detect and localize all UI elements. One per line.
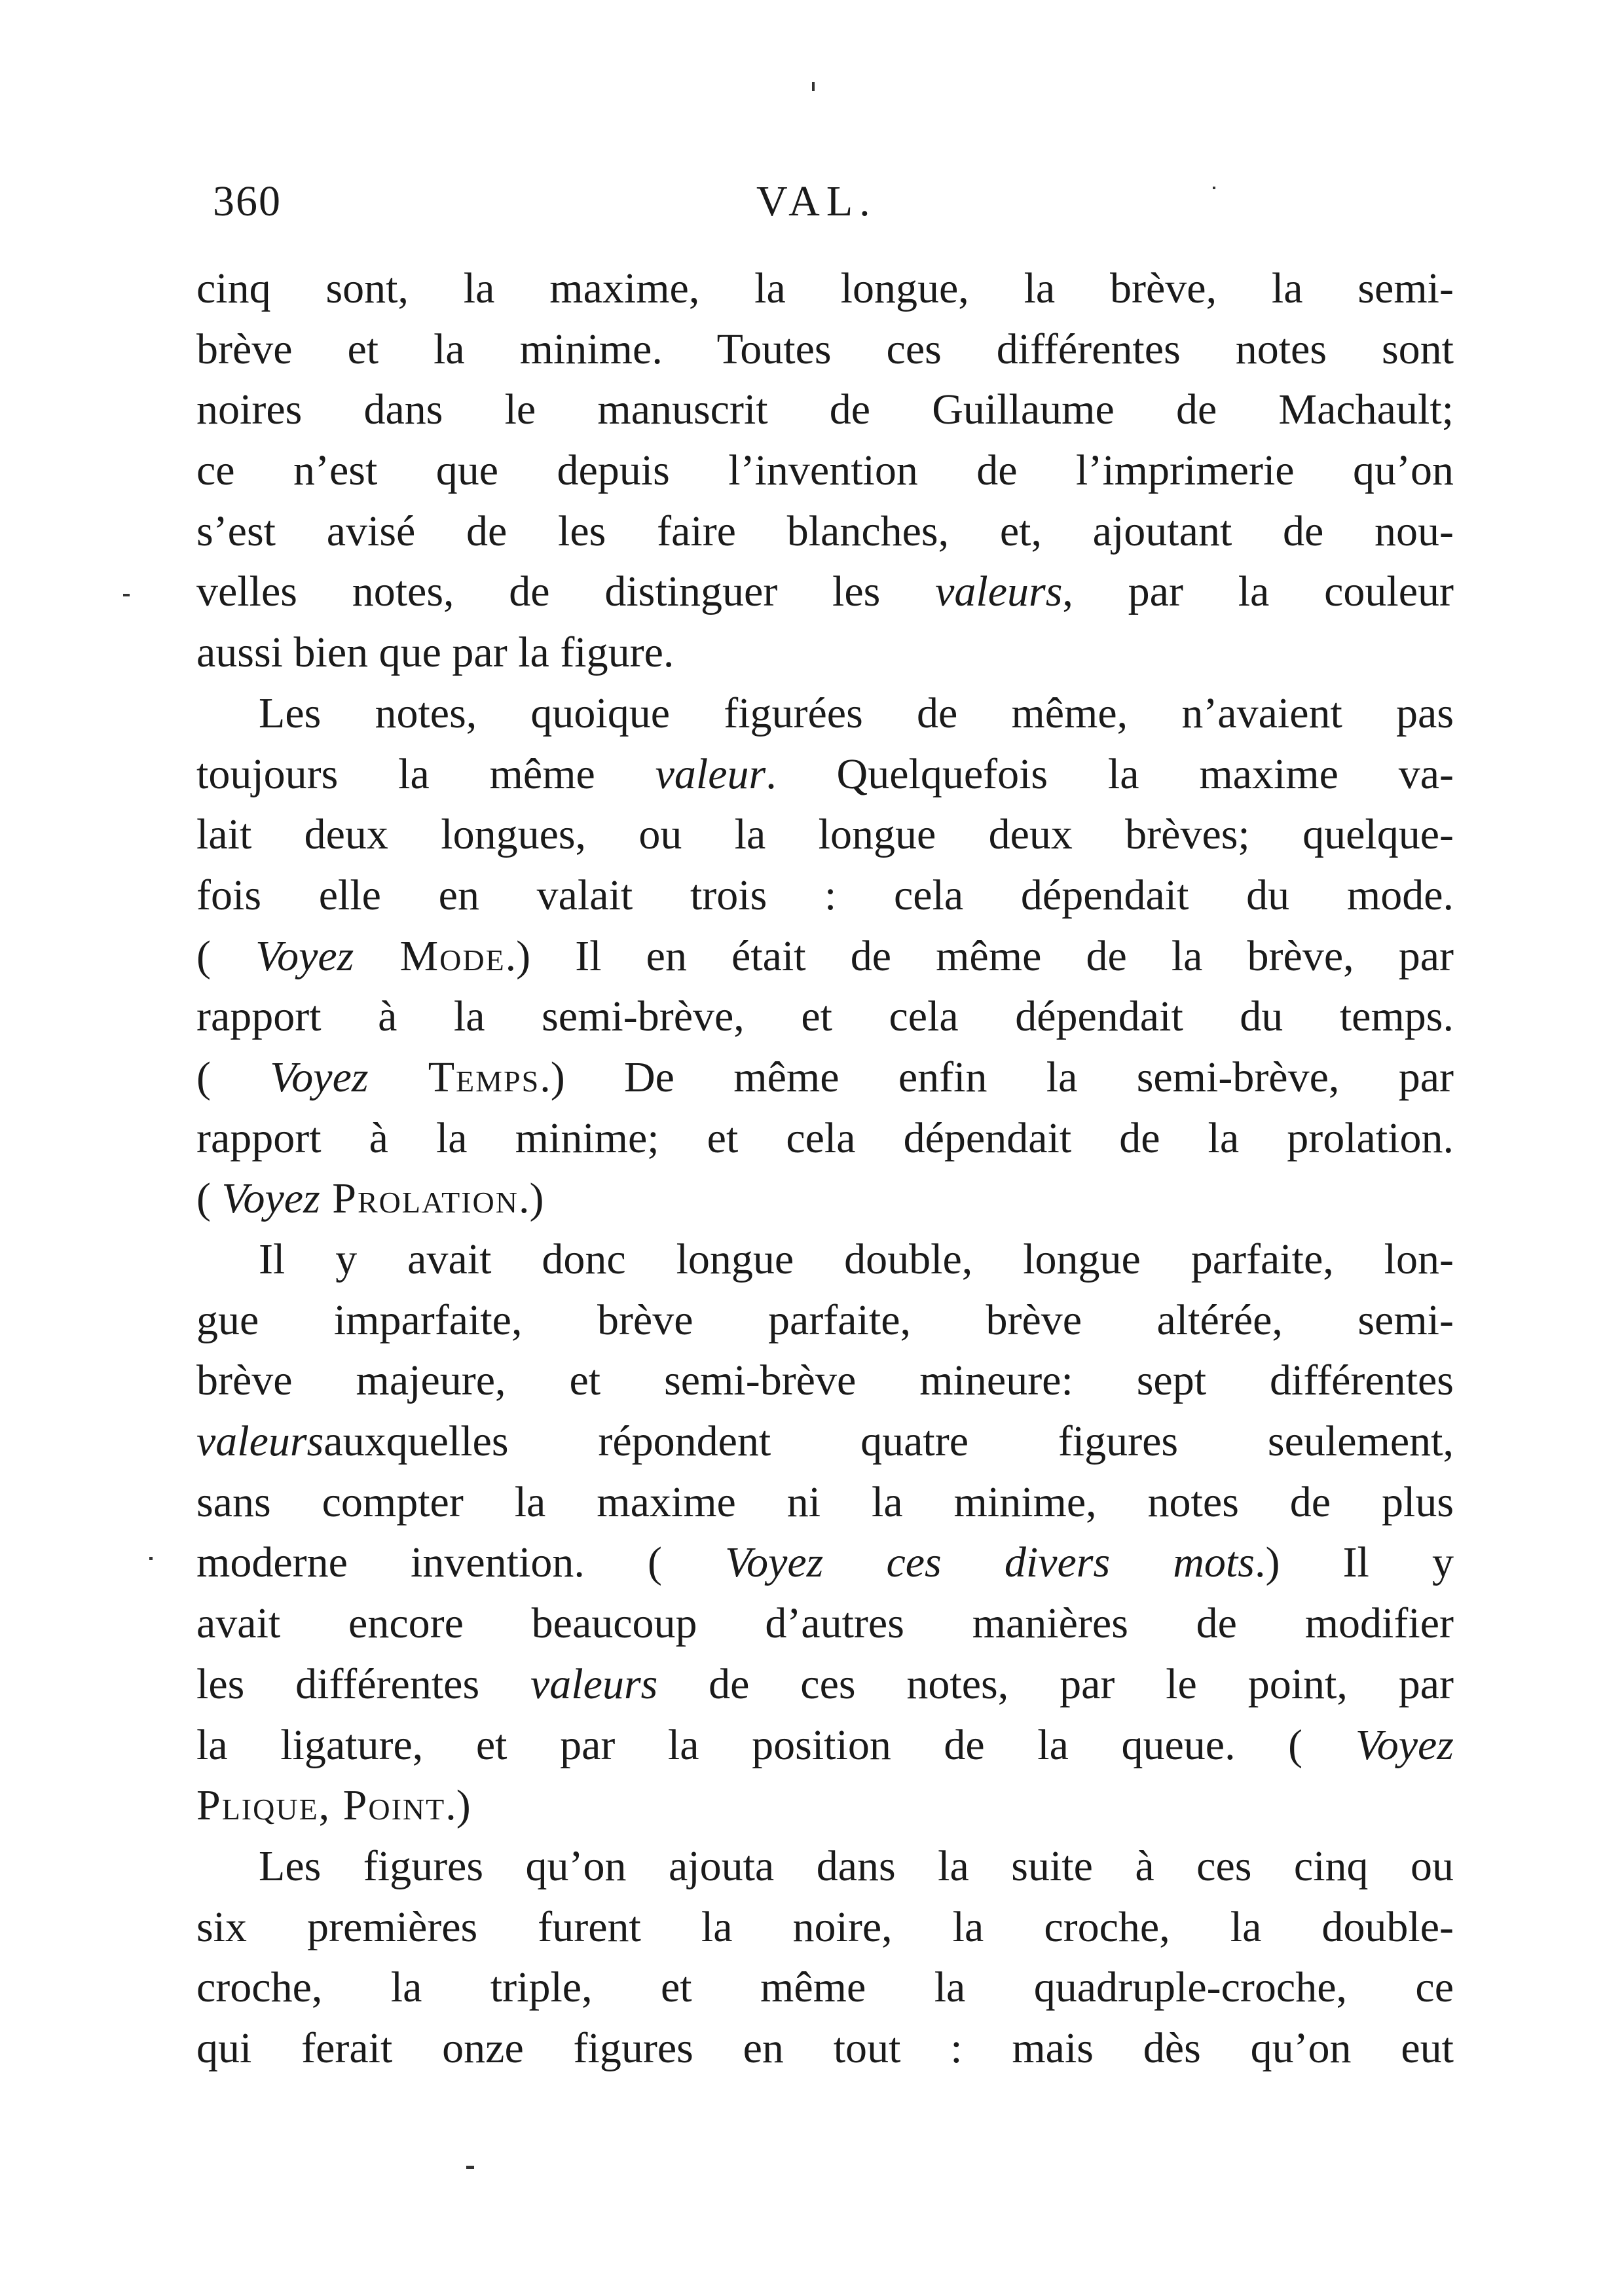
text-line: croche, la triple, et même la quadruple-croche, ce — [196, 1963, 1454, 2012]
body-text — [196, 259, 1454, 2079]
text-line: gue imparfaite, brève parfaite, brève altérée, semi- — [196, 1296, 1454, 1344]
text-segment: de ces notes, par le point, par — [657, 1660, 1454, 1708]
text-line — [196, 744, 1454, 805]
italic-term: valeurs — [196, 1417, 324, 1466]
print-speck — [812, 82, 815, 91]
text-line: sans compter la maxime ni la minime, notes de plus — [196, 1478, 1454, 1526]
text-line: brève majeure, et semi-brève mineure: sept différentes — [196, 1357, 1454, 1405]
text-line: brève et la minime. Toutes ces différentes notes sont — [196, 325, 1454, 373]
page-number: 360 — [213, 177, 282, 225]
print-speck — [123, 594, 130, 596]
text-line: Les notes, quoique figurées de même, n’avaient pas — [259, 689, 1454, 737]
text-segment: ( — [196, 1175, 222, 1223]
text-line — [196, 1048, 1454, 1108]
text-segment: .) Il en était de même de la brève, par — [505, 932, 1454, 980]
text-segment: .) — [518, 1175, 544, 1223]
text-segment: les différentes — [196, 1660, 531, 1708]
text-line — [196, 562, 1454, 623]
text-segment: velles notes, de distinguer les — [196, 568, 936, 616]
text-line: cinq sont, la maxime, la longue, la brève, la semi- — [196, 264, 1454, 312]
text-line: Les figures qu’on ajouta dans la suite à ces cinq ou — [259, 1842, 1454, 1890]
text-line — [196, 1776, 1454, 1836]
print-speck — [1213, 187, 1215, 189]
text-segment: toujours la même — [196, 750, 655, 798]
text-line — [196, 926, 1454, 987]
text-segment: . Quelquefois la maxime va- — [766, 750, 1454, 798]
text-line: rapport à la minime; et cela dépendait de la prolation. — [196, 1114, 1454, 1162]
text-segment: ( — [196, 932, 256, 980]
text-line — [196, 1654, 1454, 1715]
text-line: qui ferait onze figures en tout : mais dès qu’on eut — [196, 2024, 1454, 2072]
text-line: fois elle en valait trois : cela dépendait du mode. — [196, 871, 1454, 919]
italic-term: valeur — [655, 750, 766, 798]
text-line: noires dans le manuscrit de Guillaume de Machault; — [196, 386, 1454, 434]
text-segment: la ligature, et par la position de la queue. ( — [196, 1721, 1356, 1769]
italic-term: valeurs — [935, 568, 1063, 616]
text-line — [196, 1715, 1454, 1776]
running-head: VAL. — [756, 177, 877, 225]
page-header — [213, 177, 1457, 249]
text-segment: , par la couleur — [1062, 568, 1454, 616]
small-caps-term: Plique, Point — [196, 1781, 446, 1830]
text-line — [196, 1169, 1454, 1230]
print-speck — [149, 1557, 153, 1560]
text-segment: auxquelles répondent quatre figures seulement, — [323, 1417, 1454, 1466]
text-line: Il y avait donc longue double, longue parfaite, lon- — [259, 1235, 1454, 1283]
text-segment: .) — [445, 1781, 471, 1830]
text-segment: moderne invention. ( — [196, 1539, 726, 1587]
text-line: s’est avisé de les faire blanches, et, ajoutant de nou- — [196, 507, 1454, 555]
text-line: rapport à la semi-brève, et cela dépendait du temps. — [196, 993, 1454, 1041]
italic-term: valeurs — [530, 1660, 658, 1708]
italic-term: Voyez ces divers mots — [725, 1539, 1255, 1587]
text-line: aussi bien que par la figure. — [196, 629, 674, 677]
text-line — [196, 1412, 1454, 1472]
text-line — [196, 1533, 1454, 1594]
small-caps-term: Prolation — [320, 1175, 519, 1223]
italic-term: Voyez — [255, 932, 354, 980]
italic-term: Voyez — [1355, 1721, 1454, 1769]
small-caps-term: Temps — [368, 1053, 540, 1101]
text-line: six premières furent la noire, la croche, la double- — [196, 1903, 1454, 1951]
text-segment: ( — [196, 1053, 270, 1101]
text-segment: .) Il y — [1254, 1539, 1454, 1587]
print-speck — [466, 2166, 474, 2169]
text-line: ce n’est que depuis l’invention de l’imprimerie qu’on — [196, 446, 1454, 495]
text-segment: .) De même enfin la semi-brève, par — [540, 1053, 1454, 1101]
text-line: avait encore beaucoup d’autres manières de modifier — [196, 1599, 1454, 1648]
text-line: lait deux longues, ou la longue deux brèves; quelque- — [196, 811, 1454, 859]
italic-term: Voyez — [221, 1175, 320, 1223]
small-caps-term: Mode — [354, 932, 506, 980]
italic-term: Voyez — [270, 1053, 369, 1101]
